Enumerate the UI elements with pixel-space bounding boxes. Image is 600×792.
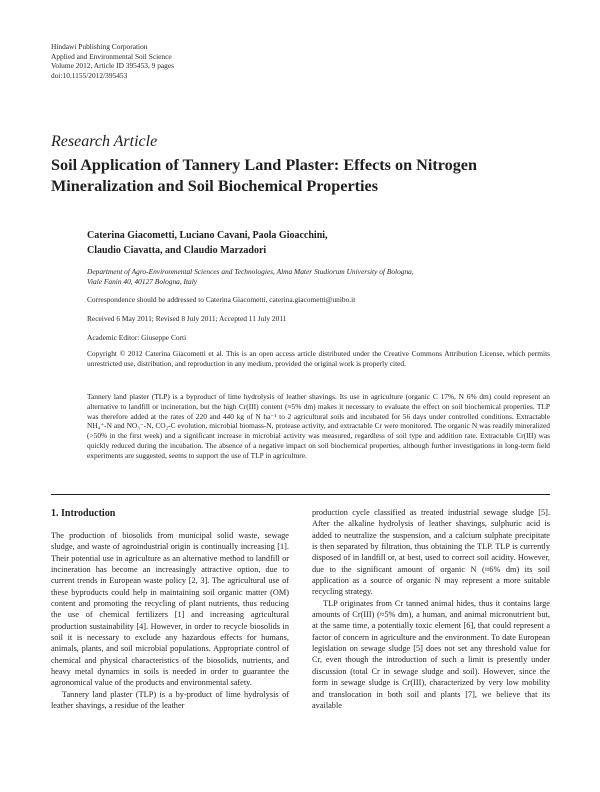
paragraph: TLP originates from Cr tanned animal hides, thus it contains large amounts of Cr(III) (≈5% dm), a human, and animal micronutrient but, at the same time, a potentially toxic element [6], that could represent a factor of concern in agriculture and the environment. To date European legislation on sewage sludge [5] does not set any threshold value for Cr, even though the introduction of such a limit is presently under discussion (total Cr in sewage sludge and soil). However, since the form in sewage sludge is Cr(III), characterized by very low mobility and translocation in both soil and plants [7], we believe that its available (312, 598, 550, 710)
academic-editor: Academic Editor: Giuseppe Corti (87, 333, 187, 342)
article-dates: Received 6 May 2011; Revised 8 July 2011; Accepted 11 July 2011 (87, 314, 287, 323)
author-list (87, 228, 507, 258)
section-divider (51, 494, 550, 495)
copyright-notice: Copyright © 2012 Caterina Giacometti et al. This is an open access article distributed under the Creative Commons Attribution License, which permits unrestricted use, distribution, and reproduction in any medium, provided the original work is properly cited. (87, 349, 550, 368)
journal-name: Applied and Environmental Soil Science (51, 51, 172, 61)
correspondence-note[interactable]: Correspondence should be addressed to Caterina Giacometti, caterina.giacometti@unibo.it (87, 295, 356, 304)
article-type: Research Article (51, 133, 158, 150)
affiliation-line-2: Viale Fanin 40, 40127 Bologna, Italy (87, 276, 198, 286)
abstract: Tannery land plaster (TLP) is a byproduct of lime hydrolysis of leather shavings. Its use in agriculture (organic C 17%, N 6% dm) could represent an alternative to landfill or incineration, but the high Cr(III) content (≈5% dm) makes it necessary to evaluate the effect on soil biochemical properties. TLP was therefore added at the rates of 220 and 440 kg of N ha⁻¹ to 2 agricultural soils and incubated for 56 days under controlled conditions. Extractable NH₄⁺-N and NO₃⁻-N, CO₂-C evolution, microbial biomass-N, protease activity, and extractable Cr were monitored. The organic N was readily mineralized (>50% in the first week) and a significant increase in microbial activity was measured, regardless of soil type and addition rate. Extractable Cr(III) was quickly reduced during the incubation. The absence of a negative impact on soil biochemical properties, although further investigations in long-term field experiments are suggested, seems to support the use of TLP in agriculture. (87, 392, 550, 460)
affiliation (87, 267, 507, 286)
paragraph: production cycle classified as treated industrial sewage sludge [5]. After the alkaline hydrolysis of leather shavings, sulphuric acid is added to neutralize the suspension, and a calcium sulphate precipitate is then separated by filtration, thus obtaining the TLP. TLP is currently disposed of in landfill or, at best, used to correct soil acidity. However, due to the significant amount of organic N (≈6% dm) its soil application as a source of organic N may represent a more suitable recycling strategy. (312, 508, 550, 597)
paragraph: Tannery land plaster (TLP) is a by-product of lime hydrolysis of leather shavings, a residue of the leather (51, 689, 289, 711)
publisher-name: Hindawi Publishing Corporation (51, 42, 148, 51)
doi-text[interactable]: doi:10.1155/2012/395453 (51, 70, 128, 80)
paragraph: The production of biosolids from municipal solid waste, sewage sludge, and waste of agroindustrial origin is continually increasing [1]. Their potential use in agriculture as an alternative method to landfill or incineration has become an increasingly attractive option, due to current trends in European waste policy [2, 3]. The agricultural use of these byproducts could help in maintaining soil organic matter (OM) content and promoting the recycling of plant nutrients, thus reducing the use of chemical fertilizers [1] and increasing agricultural production sustainability [4]. However, in order to recycle biosolids in soil it is necessary to exclude any hazardous effects for humans, animals, plants, and soil microbial populations. Appropriate control of chemical and physical characteristics of the biosolids, nutrients, and heavy metal dynamics in soils is needed in order to guarantee the agronomical value of the products and environmental safety. (51, 531, 289, 688)
section-heading: 1. Introduction (51, 508, 116, 519)
text-column-right (312, 507, 550, 711)
text-column-left (51, 530, 289, 712)
authors-line-1: Caterina Giacometti, Luciano Cavani, Paola Gioacchini, (87, 230, 328, 241)
journal-header (51, 42, 174, 80)
affiliation-line-1: Department of Agro-Environmental Sciences and Technologies, Alma Mater Studiorum University of Bologna, (87, 267, 414, 276)
paper-title: Soil Application of Tannery Land Plaster: Effects on Nitrogen Mineralization and Soil Biochemical Properties (51, 156, 477, 195)
volume-info: Volume 2012, Article ID 395453, 9 pages (51, 61, 175, 71)
authors-line-2: Claudio Ciavatta, and Claudio Marzadori (87, 245, 267, 256)
